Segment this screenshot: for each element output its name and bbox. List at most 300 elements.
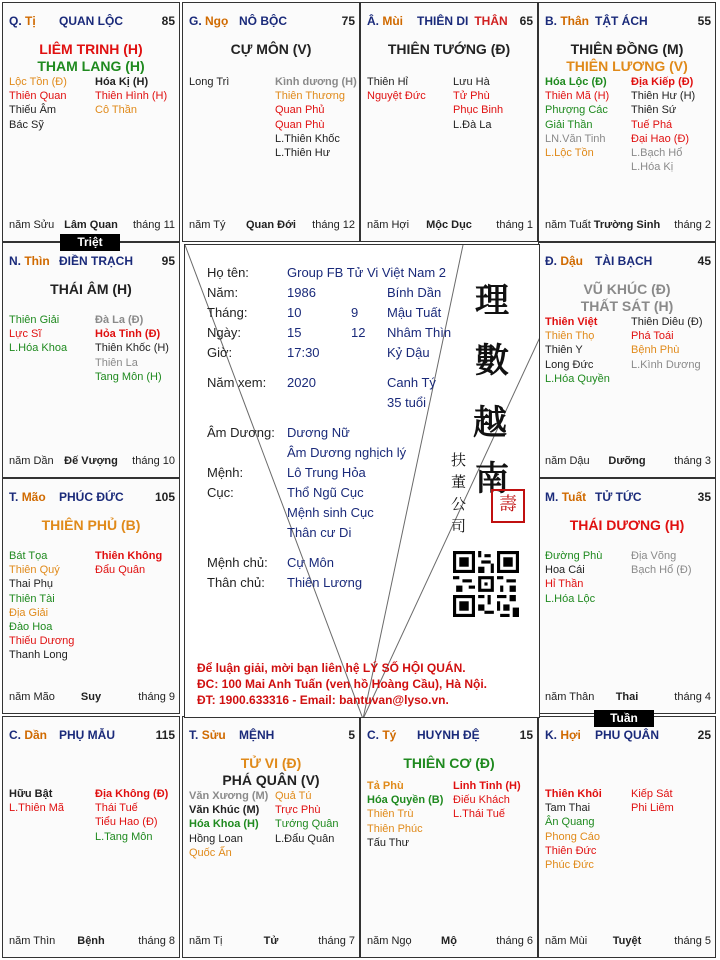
minor-star: Quốc Ấn xyxy=(189,846,232,859)
minor-star: Hóa Khoa (H) xyxy=(189,818,259,831)
palace-stage: Mộc Dục xyxy=(426,219,472,231)
minor-star: Kiếp Sát xyxy=(631,788,673,800)
minor-star: Tướng Quân xyxy=(275,818,339,831)
palace-position xyxy=(545,728,581,742)
minor-star: Hữu Bật xyxy=(9,788,53,800)
palace-footer xyxy=(183,219,359,233)
minor-star: Thiên Thọ xyxy=(545,330,595,343)
minor-stars-right xyxy=(453,75,503,132)
calligraphy-char-3: 越 xyxy=(473,403,507,443)
menh-chu-value: Cự Môn xyxy=(287,555,334,570)
am-duong-label: Âm Dương: xyxy=(207,425,275,440)
palace-footer xyxy=(361,219,537,233)
minor-star: Hóa Lộc (Đ) xyxy=(545,76,607,88)
palace-footer xyxy=(3,691,179,705)
palace-year: năm Tị xyxy=(189,935,223,947)
palace-year: năm Thân xyxy=(545,691,595,703)
palace-stage: Tử xyxy=(263,935,279,947)
minor-star: Nguyệt Đức xyxy=(367,90,426,103)
palace-number: 85 xyxy=(161,14,175,28)
palace-footer xyxy=(3,455,179,469)
earthly-branch: Tị xyxy=(25,14,36,28)
palace-number: 55 xyxy=(697,14,711,28)
palace-header xyxy=(3,14,179,32)
main-star: THÁI DƯƠNG (H) xyxy=(569,517,685,533)
palace-number: 105 xyxy=(154,490,175,504)
palace-cell-hoi xyxy=(538,716,716,958)
palace-name: THIÊN DI THÂN xyxy=(417,14,508,28)
minor-stars-left xyxy=(545,315,610,386)
palace-position xyxy=(545,490,586,504)
palace-header xyxy=(539,728,715,746)
cuc-value-1: Thổ Ngũ Cục xyxy=(287,485,364,500)
minor-star: L.Bạch Hổ xyxy=(631,147,683,160)
info-value-canchi: Bính Dần xyxy=(387,285,442,300)
tuan-marker: Tuần xyxy=(594,710,654,727)
palace-position xyxy=(189,728,226,742)
palace-header xyxy=(3,490,179,508)
palace-header xyxy=(361,728,537,746)
palace-year: năm Hợi xyxy=(367,219,410,231)
palace-extra-label: THÂN xyxy=(474,14,508,28)
minor-star: Văn Xương (M) xyxy=(189,790,269,802)
minor-star: Thiên Hình (H) xyxy=(95,90,168,103)
minor-stars-right xyxy=(631,549,692,577)
contact-line-1: Để luận giải, mời bạn liên hệ LÝ SỐ HỘI QUÁN. xyxy=(197,661,466,675)
triet-marker: Triệt xyxy=(60,234,120,251)
minor-star: Tấu Thư xyxy=(367,836,410,849)
heavenly-stem: N. xyxy=(9,254,21,268)
minor-stars-right xyxy=(631,315,703,372)
heavenly-stem: Đ. xyxy=(545,254,557,268)
info-value-lunar: 12 xyxy=(351,325,366,340)
main-stars xyxy=(3,281,179,298)
palace-stage: Suy xyxy=(80,691,102,703)
heavenly-stem: M. xyxy=(545,490,559,504)
calligraphy-char-1: 理 xyxy=(475,281,509,321)
palace-name: PHÚC ĐỨC xyxy=(59,490,124,504)
palace-header xyxy=(539,14,715,32)
palace-cell-suu xyxy=(182,716,360,958)
main-star: THÁI ÂM (H) xyxy=(50,281,132,297)
minor-star: Thiên Diêu (Đ) xyxy=(631,316,703,328)
minor-star: Kình dương (H) xyxy=(275,76,357,88)
palace-position xyxy=(9,490,46,504)
minor-star: Bệnh Phù xyxy=(631,344,680,357)
palace-month: tháng 4 xyxy=(674,691,711,703)
minor-stars-left xyxy=(545,549,602,606)
main-stars xyxy=(539,281,715,315)
minor-star: Bát Tọa xyxy=(9,550,48,562)
palace-number: 45 xyxy=(697,254,711,268)
palace-name: HUYNH ĐỆ xyxy=(417,728,480,742)
minor-star: Lưu Hà xyxy=(453,76,490,88)
palace-year: năm Thìn xyxy=(9,935,56,947)
palace-stage: Lâm Quan xyxy=(64,219,118,231)
minor-star: Thiên Giải xyxy=(9,314,60,326)
palace-stage: Đế Vượng xyxy=(64,455,118,467)
minor-star: Văn Khúc (M) xyxy=(189,804,260,817)
minor-star: Thiếu Âm xyxy=(9,104,57,117)
minor-star: Quả Tú xyxy=(275,790,312,802)
earthly-branch: Dậu xyxy=(560,254,584,268)
palace-position xyxy=(9,254,50,268)
am-duong-row xyxy=(207,425,275,441)
info-value: 10 xyxy=(287,305,302,320)
minor-star: Đẩu Quân xyxy=(95,564,146,577)
main-stars xyxy=(539,517,715,534)
earthly-branch: Ngọ xyxy=(205,14,229,28)
minor-star: Hỉ Thần xyxy=(545,578,584,591)
minor-star: Linh Tinh (H) xyxy=(453,780,521,792)
minor-star: Đường Phù xyxy=(545,550,603,562)
main-stars xyxy=(3,41,179,75)
qr-code-icon xyxy=(453,551,519,617)
palace-year: năm Tuất xyxy=(545,219,591,231)
cuc-value-3: Thân cư Di xyxy=(287,525,352,540)
minor-star: Phi Liêm xyxy=(631,802,674,815)
palace-month: tháng 7 xyxy=(318,935,355,947)
minor-star: Tử Phù xyxy=(453,90,490,103)
minor-stars-left xyxy=(9,313,67,356)
minor-star: Đại Hao (Đ) xyxy=(631,132,690,145)
heavenly-stem: C. xyxy=(367,728,379,742)
palace-month: tháng 8 xyxy=(138,935,175,947)
palace-month: tháng 3 xyxy=(674,455,711,467)
palace-footer xyxy=(539,935,715,949)
minor-star: Địa Võng xyxy=(631,550,677,562)
minor-star: Đào Hoa xyxy=(9,621,53,634)
earthly-branch: Mùi xyxy=(382,14,404,28)
earthly-branch: Mão xyxy=(21,490,46,504)
palace-stage: Mộ xyxy=(441,935,457,947)
palace-stage: Tuyệt xyxy=(612,935,642,947)
main-star: LIÊM TRINH (H) xyxy=(39,41,143,57)
minor-star: L.Hóa Quyền xyxy=(545,372,610,385)
minor-stars-left xyxy=(189,789,268,860)
info-label: Năm: xyxy=(207,285,239,300)
palace-header xyxy=(361,14,537,32)
minor-stars-right xyxy=(95,787,168,844)
palace-footer xyxy=(183,935,359,949)
main-stars xyxy=(3,517,179,534)
palace-stage: Dưỡng xyxy=(608,455,646,467)
minor-star: L.Đà La xyxy=(453,118,492,131)
palace-number: 15 xyxy=(519,728,533,742)
minor-star: Đà La (Đ) xyxy=(95,314,144,326)
palace-stage: Quan Đới xyxy=(246,219,296,231)
palace-number: 5 xyxy=(348,728,355,742)
info-label: Ngày: xyxy=(207,325,241,340)
minor-star: Địa Kiếp (Đ) xyxy=(631,76,694,88)
info-label: Họ tên: xyxy=(207,265,249,280)
minor-star: Thiên Không xyxy=(95,550,163,562)
palace-position xyxy=(9,728,47,742)
minor-star: L.Thái Tuế xyxy=(453,808,505,821)
minor-star: Thiên Khốc (H) xyxy=(95,342,169,355)
palace-number: 115 xyxy=(155,728,175,742)
palace-footer xyxy=(3,935,179,949)
than-chu-label: Thân chủ: xyxy=(207,575,265,590)
calligraphy-char-4: 南 xyxy=(475,459,509,499)
main-star: VŨ KHÚC (Đ) xyxy=(583,281,671,297)
minor-star: Tuế Phá xyxy=(631,118,673,131)
minor-stars-right xyxy=(95,313,169,384)
minor-star: Long Đức xyxy=(545,358,594,371)
heavenly-stem: Q. xyxy=(9,14,22,28)
palace-position xyxy=(189,14,228,28)
info-value: 1986 xyxy=(287,285,316,300)
cuc-value-2: Mệnh sinh Cục xyxy=(287,505,374,520)
minor-stars-right xyxy=(631,75,695,174)
minor-star: Thanh Long xyxy=(9,649,68,662)
palace-year: năm Sửu xyxy=(9,219,55,231)
palace-header xyxy=(183,728,359,746)
palace-year: năm Dần xyxy=(9,455,54,467)
palace-header xyxy=(3,728,179,746)
minor-star: Hóa Quyền (B) xyxy=(367,794,444,807)
palace-month: tháng 5 xyxy=(674,935,711,947)
palace-name: PHU QUÂN xyxy=(595,728,660,742)
minor-star: Thiên Quan xyxy=(9,90,67,103)
minor-star: Thiên Hư (H) xyxy=(631,90,696,103)
palace-name: MỆNH xyxy=(239,728,275,742)
minor-stars-right xyxy=(95,75,167,118)
minor-star: Địa Giải xyxy=(9,606,49,619)
main-star: THIÊN LƯƠNG (V) xyxy=(566,58,688,74)
palace-cell-mao xyxy=(2,478,180,714)
main-star: THIÊN TƯỚNG (Đ) xyxy=(387,41,511,57)
minor-star: Hóa Kị (H) xyxy=(95,76,149,88)
palace-footer xyxy=(539,219,715,233)
palace-year: năm Mùi xyxy=(545,935,588,947)
cuc-label: Cục: xyxy=(207,485,234,500)
palace-stage: Thai xyxy=(615,691,639,703)
palace-cell-ti xyxy=(2,2,180,242)
palace-month: tháng 2 xyxy=(674,219,711,231)
minor-star: L.Hóa Lộc xyxy=(545,592,596,605)
main-star: THIÊN PHỦ (B) xyxy=(41,517,141,533)
minor-star: Phúc Đức xyxy=(545,859,594,872)
palace-position xyxy=(545,254,583,268)
main-star: THẤT SÁT (H) xyxy=(580,298,674,314)
info-value-canchi: 35 tuổi xyxy=(387,395,427,410)
minor-star: Tiểu Hao (Đ) xyxy=(95,816,158,829)
palace-month: tháng 12 xyxy=(312,219,355,231)
minor-star: Thiên Phúc xyxy=(367,822,423,835)
palace-cell-ty xyxy=(360,716,538,958)
palace-year: năm Tý xyxy=(189,219,226,231)
palace-year: năm Ngọ xyxy=(367,935,412,947)
heavenly-stem: T. xyxy=(189,728,199,742)
minor-stars-right xyxy=(95,549,162,577)
contact-line-2: ĐC: 100 Mai Anh Tuấn (ven hồ Hoàng Cầu), Hà Nội. xyxy=(197,677,488,691)
minor-star: Tang Môn (H) xyxy=(95,370,162,383)
minor-star: Hồng Loan xyxy=(189,832,243,845)
palace-name: TẬT ÁCH xyxy=(595,14,648,28)
palace-cell-dau xyxy=(538,242,716,478)
palace-number: 95 xyxy=(161,254,175,268)
heavenly-stem: K. xyxy=(545,728,557,742)
palace-stage: Bệnh xyxy=(77,935,105,947)
info-value-canchi: Nhâm Thìn xyxy=(387,325,452,340)
earthly-branch: Thìn xyxy=(24,254,50,268)
heavenly-stem: B. xyxy=(545,14,557,28)
minor-star: Thiên Y xyxy=(545,344,583,357)
minor-star: L.Lộc Tồn xyxy=(545,147,594,160)
info-value: 2020 xyxy=(287,375,316,390)
heavenly-stem: T. xyxy=(9,490,19,504)
minor-star: L.Đẩu Quân xyxy=(275,832,335,845)
tu-vi-chart xyxy=(2,2,716,958)
palace-number: 75 xyxy=(341,14,355,28)
palace-month: tháng 1 xyxy=(496,219,533,231)
palace-name: ĐIỀN TRẠCH xyxy=(59,254,133,268)
minor-stars-left xyxy=(545,75,609,160)
earthly-branch: Hợi xyxy=(560,728,581,742)
palace-header xyxy=(3,254,179,272)
minor-star: Quan Phù xyxy=(275,118,325,131)
minor-star: LN.Văn Tinh xyxy=(545,132,606,145)
palace-footer xyxy=(361,935,537,949)
minor-star: Thiên Mã (H) xyxy=(545,90,610,103)
palace-footer xyxy=(539,691,715,705)
than-chu-value: Thiên Lương xyxy=(287,575,363,590)
palace-name: PHỤ MẪU xyxy=(59,728,115,742)
minor-star: Thiên Hỉ xyxy=(367,76,408,88)
menh-chu-label: Mệnh chủ: xyxy=(207,555,268,570)
chart-center-info xyxy=(184,244,540,718)
minor-star: Quan Phủ xyxy=(275,104,325,117)
palace-footer xyxy=(539,455,715,469)
palace-month: tháng 10 xyxy=(132,455,175,467)
palace-number: 35 xyxy=(697,490,711,504)
info-label: Năm xem: xyxy=(207,375,267,390)
minor-star: Phá Toái xyxy=(631,330,674,343)
minor-stars-right xyxy=(631,787,674,815)
calligraphy-small-1: 扶 xyxy=(451,451,467,469)
red-seal-stamp: 壽 xyxy=(491,489,525,523)
minor-star: L.Tang Môn xyxy=(95,830,153,843)
main-stars xyxy=(361,41,537,58)
minor-stars-right xyxy=(275,789,339,846)
minor-star: L.Hóa Kị xyxy=(631,161,674,174)
minor-star: Thiên Tài xyxy=(9,592,55,605)
palace-number: 65 xyxy=(519,14,533,28)
minor-star: Phong Cáo xyxy=(545,830,601,843)
minor-stars-left xyxy=(189,75,229,89)
palace-footer xyxy=(3,219,179,233)
minor-star: Thái Tuế xyxy=(95,802,138,815)
minor-star: Hoa Cái xyxy=(545,564,585,577)
palace-header xyxy=(183,14,359,32)
palace-month: tháng 6 xyxy=(496,935,533,947)
minor-star: L.Hóa Khoa xyxy=(9,342,68,355)
palace-cell-thin xyxy=(2,242,180,478)
info-value-lunar: 9 xyxy=(351,305,359,320)
minor-stars-right xyxy=(453,779,521,822)
minor-star: Tả Phù xyxy=(367,780,404,792)
minor-stars-left xyxy=(367,75,426,103)
info-value: 17:30 xyxy=(287,345,320,360)
minor-stars-left xyxy=(545,787,602,872)
minor-star: Thiên Sứ xyxy=(631,104,677,117)
palace-month: tháng 9 xyxy=(138,691,175,703)
minor-star: Hỏa Tinh (Đ) xyxy=(95,328,161,341)
minor-star: Long Trì xyxy=(189,76,230,88)
palace-cell-than xyxy=(538,2,716,242)
palace-year: năm Dậu xyxy=(545,455,590,467)
main-star: PHÁ QUÂN (V) xyxy=(222,772,320,788)
info-value: 15 xyxy=(287,325,302,340)
minor-star: Thiếu Dương xyxy=(9,635,75,648)
palace-position xyxy=(367,14,403,28)
palace-name: TÀI BẠCH xyxy=(595,254,653,268)
contact-line-3: ĐT: 1900.633316 - Email: bantuvan@lyso.vn. xyxy=(197,693,449,707)
earthly-branch: Dần xyxy=(24,728,48,742)
minor-star: Ân Quang xyxy=(545,816,595,829)
palace-cell-mui xyxy=(360,2,538,242)
main-star: CỰ MÔN (V) xyxy=(230,41,312,57)
earthly-branch: Tuất xyxy=(561,490,587,504)
main-stars xyxy=(539,41,715,75)
minor-star: Phục Binh xyxy=(453,104,504,117)
am-duong-value-1: Dương Nữ xyxy=(287,425,350,440)
earthly-branch: Sửu xyxy=(201,728,226,742)
minor-star: Thai Phụ xyxy=(9,578,54,591)
minor-star: Tam Thai xyxy=(545,802,591,815)
info-value: Group FB Tử Vi Việt Nam 2 xyxy=(287,265,446,280)
palace-position xyxy=(9,14,36,28)
main-star: THAM LANG (H) xyxy=(37,58,145,74)
main-star: TỬ VI (Đ) xyxy=(240,755,302,771)
main-star: THIÊN ĐỒNG (M) xyxy=(570,41,684,57)
minor-star: L.Thiên Mã xyxy=(9,802,65,815)
palace-header xyxy=(539,254,715,272)
palace-name: NÔ BỘC xyxy=(239,14,287,28)
earthly-branch: Tý xyxy=(382,728,397,742)
am-duong-value-2: Âm Dương nghịch lý xyxy=(287,445,407,460)
palace-stage: Trường Sinh xyxy=(593,219,661,231)
calligraphy-small-4: 司 xyxy=(451,517,467,535)
minor-star: Thiên Khôi xyxy=(545,788,602,800)
info-value-canchi: Canh Tý xyxy=(387,375,436,390)
minor-star: Lộc Tồn (Đ) xyxy=(9,76,67,88)
palace-name: TỬ TỨC xyxy=(595,490,642,504)
info-label: Tháng: xyxy=(207,305,248,320)
palace-year: năm Mão xyxy=(9,691,55,703)
minor-stars-right xyxy=(275,75,357,160)
minor-star: L.Kình Dương xyxy=(631,358,701,371)
palace-cell-dan xyxy=(2,716,180,958)
minor-stars-left xyxy=(9,75,67,132)
palace-number: 25 xyxy=(697,728,711,742)
minor-star: Trực Phù xyxy=(275,804,321,817)
minor-star: Cô Thần xyxy=(95,104,137,117)
calligraphy-small-2: 董 xyxy=(451,473,467,491)
main-stars xyxy=(361,755,537,772)
heavenly-stem: G. xyxy=(189,14,202,28)
minor-stars-left xyxy=(9,549,74,663)
palace-cell-tuat xyxy=(538,478,716,714)
palace-header xyxy=(539,490,715,508)
minor-star: Lực Sĩ xyxy=(9,328,42,341)
minor-star: Thiên Quý xyxy=(9,564,60,577)
minor-star: Địa Không (Đ) xyxy=(95,788,169,800)
palace-position xyxy=(545,14,589,28)
palace-name: QUAN LỘC xyxy=(59,14,123,28)
main-stars xyxy=(183,41,359,58)
